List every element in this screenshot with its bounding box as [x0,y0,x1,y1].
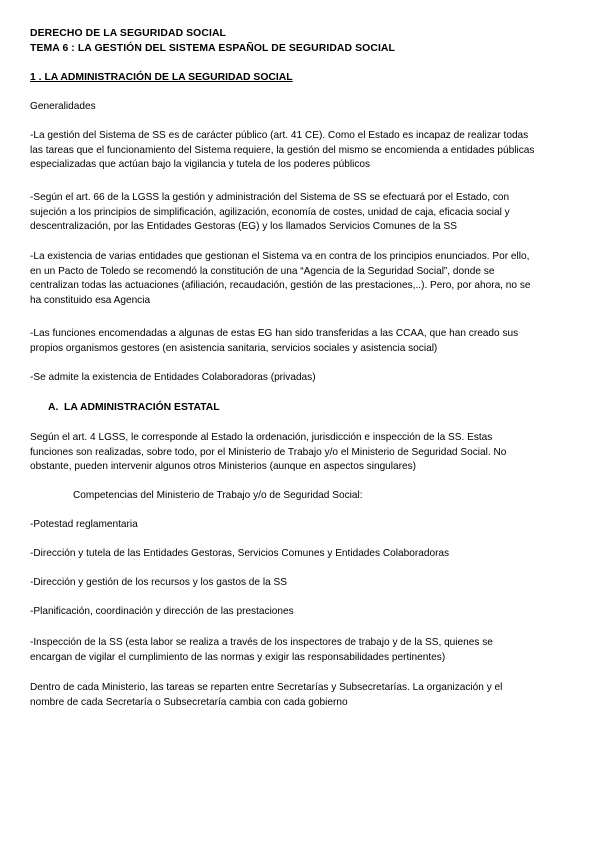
paragraph-inspeccion [30,636,568,665]
text-line: descentralización, por las Entidades Gestoras (EG) y los llamados Servicios Comunes de la SS [30,221,457,233]
competencias-heading: Competencias del Ministerio de Trabajo y/o de Seguridad Social: [73,490,363,501]
text-line: especializadas que actúan bajo la vigilancia y tutela de los poderes públicos [30,159,371,171]
text-line: sujeción a los principios de simplificación, agilización, economía de costes, unidad de caja, eficacia social y [30,206,510,218]
paragraph-agencia [30,250,568,308]
text-line: ha constituido esa Agencia [30,294,151,306]
subsection-title: LA ADMINISTRACIÓN ESTATAL [64,402,220,413]
text-line: nombre de cada Secretaría o Subsecretaría cambia con cada gobierno [30,696,348,708]
paragraph-ccaa [30,327,568,356]
list-item: -Dirección y gestión de los recursos y los gastos de la SS [30,577,287,588]
paragraph-secretarias [30,681,568,710]
paragraph-art-4 [30,431,568,475]
text-line: -La gestión del Sistema de SS es de carácter público (art. 41 CE). Como el Estado es incapaz de realizar todas [30,130,529,141]
generalidades-label: Generalidades [30,101,96,112]
paragraph-gestion-publica [30,129,568,173]
text-line: Según el art. 4 LGSS, le corresponde al Estado la ordenación, jurisdicción e inspección de la SS. Estas [30,432,493,443]
text-line: -La existencia de varias entidades que gestionan el Sistema va en contra de los principios enunciados. Por ello, [30,251,530,262]
text-line: -Según el art. 66 de la LGSS la gestión y administración del Sistema de SS se efectuará por el Estado, con [30,192,510,203]
text-line: propios organismos gestores (en asistencia sanitaria, servicios sociales y asistencia social) [30,342,438,354]
subsection-heading [48,402,220,413]
topic-title: TEMA 6 : LA GESTIÓN DEL SISTEMA ESPAÑOL DE SEGURIDAD SOCIAL [30,43,395,54]
text-line: -Inspección de la SS (esta labor se realiza a través de los inspectores de trabajo y de la SS, quienes se [30,637,493,648]
text-line: obstante, pueden intervenir algunos otros Ministerios (aunque en aspectos singulares) [30,461,417,473]
section-heading: 1 . LA ADMINISTRACIÓN DE LA SEGURIDAD SOCIAL [30,72,293,83]
paragraph-colaboradoras: -Se admite la existencia de Entidades Colaboradoras (privadas) [30,372,316,383]
text-line: en un Pacto de Toledo se recomendó la constitución de una “Agencia de la Seguridad Social”, donde se [30,265,495,277]
list-item: -Potestad reglamentaria [30,519,138,530]
list-item: -Dirección y tutela de las Entidades Gestoras, Servicios Comunes y Entidades Colaboradoras [30,548,450,559]
subsection-letter: A. [48,402,59,413]
text-line: centralizan todas las actuaciones (afiliación, recaudación, gestión de las prestaciones,..). Pero, por ahora, no se [30,280,531,292]
text-line: -Las funciones encomendadas a algunas de estas EG han sido transferidas a las CCAA, que han creado sus [30,328,519,339]
text-line: encargan de vigilar el cumplimiento de las normas y exigir las responsabilidades pertinentes) [30,651,446,663]
text-line: las tareas que el funcionamiento del Sistema requiere, la gestión del mismo se encomienda a entidades públicas [30,144,535,156]
text-line: Dentro de cada Ministerio, las tareas se reparten entre Secretarías y Subsecretarías. La organización y el [30,682,503,693]
paragraph-art-66 [30,191,568,235]
list-item: -Planificación, coordinación y dirección de las prestaciones [30,606,294,617]
course-title: DERECHO DE LA SEGURIDAD SOCIAL [30,28,227,39]
text-line: funciones son realizadas, sobre todo, por el Ministerio de Trabajo y/o el Ministerio de Seguridad Social. No [30,446,507,458]
